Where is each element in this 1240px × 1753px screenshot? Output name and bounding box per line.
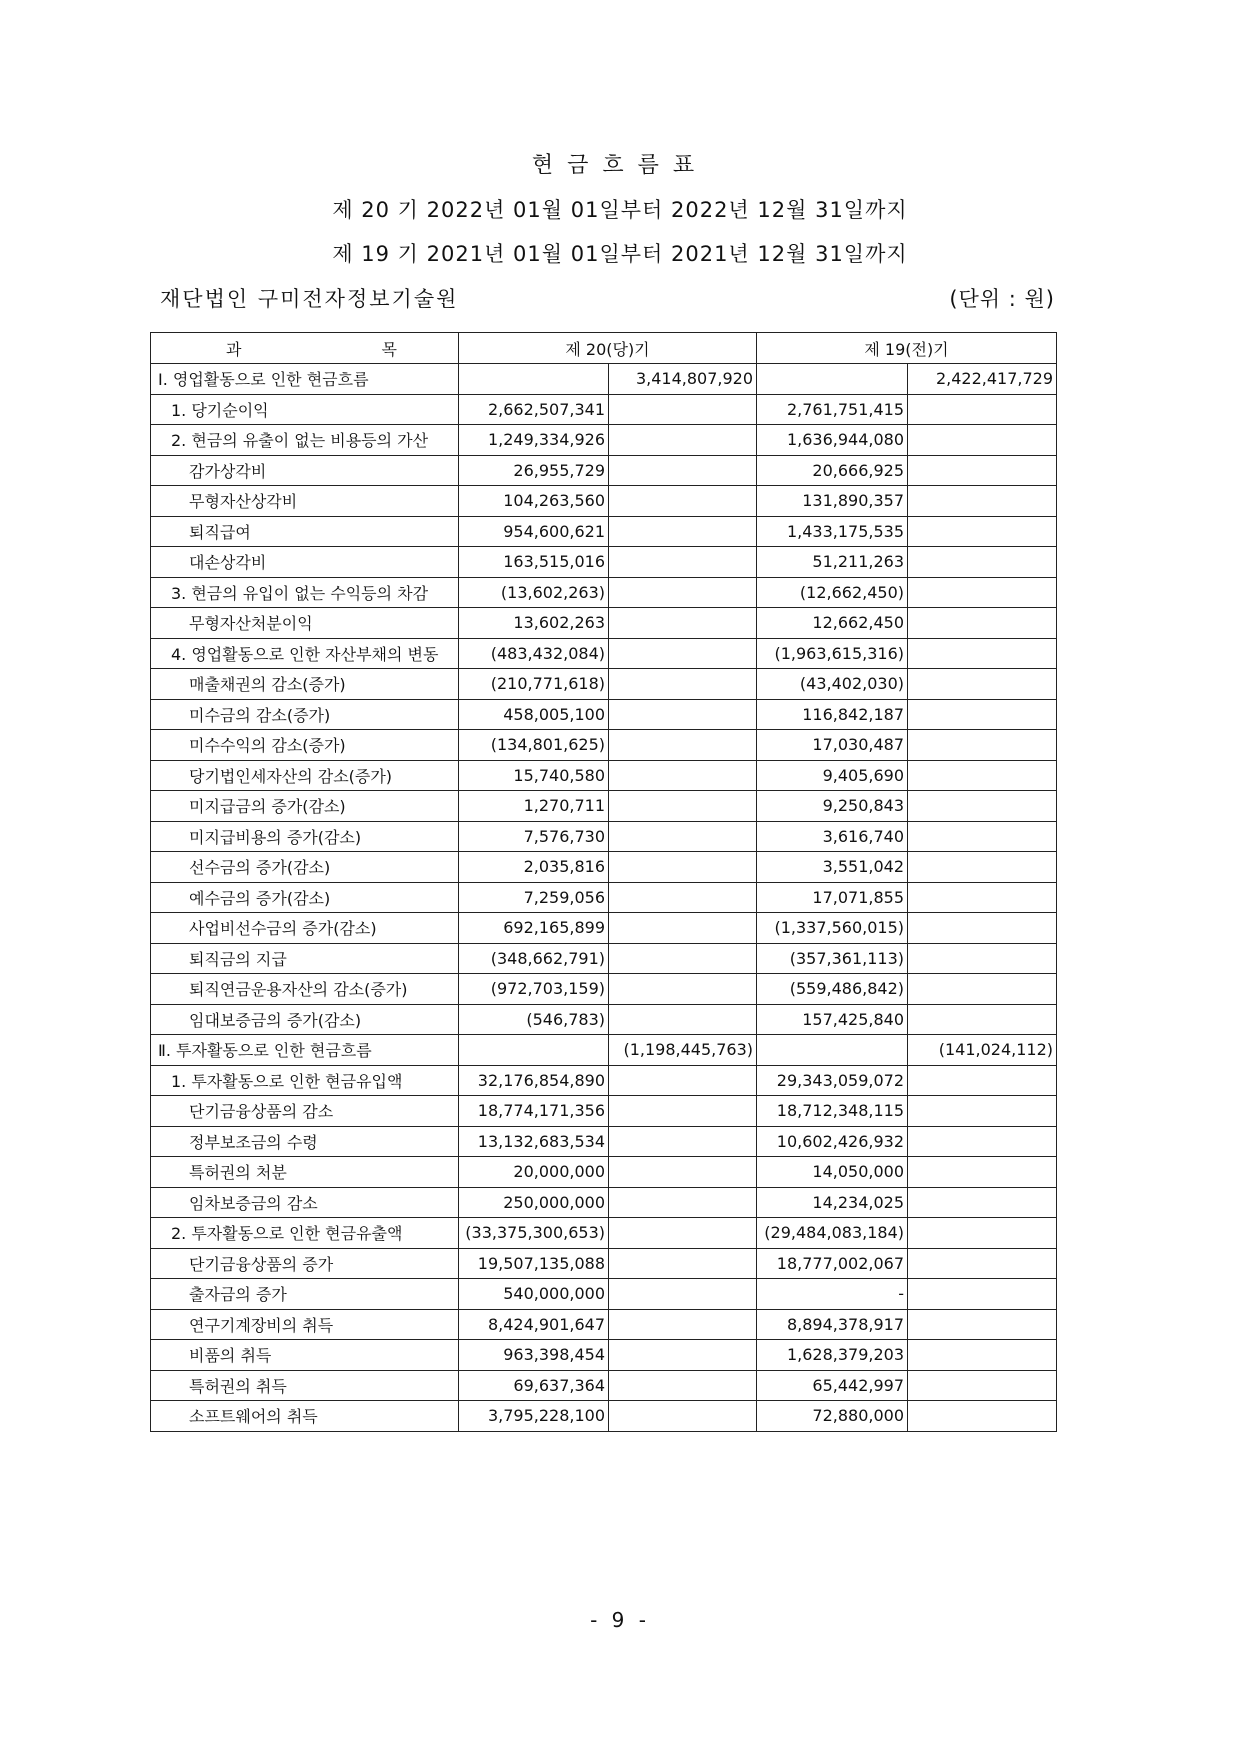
prior-total-cell — [908, 913, 1057, 944]
current-total-cell — [609, 730, 757, 761]
current-detail-cell: 963,398,454 — [459, 1340, 609, 1371]
prior-detail-cell: 157,425,840 — [757, 1004, 908, 1035]
current-detail-cell: (546,783) — [459, 1004, 609, 1035]
current-total-cell — [609, 1157, 757, 1188]
table-row — [151, 1157, 1057, 1188]
table-row — [151, 577, 1057, 608]
prior-detail-cell: 20,666,925 — [757, 455, 908, 486]
prior-total-cell — [908, 974, 1057, 1005]
current-total-cell — [609, 1187, 757, 1218]
prior-total-cell — [908, 1279, 1057, 1310]
current-detail-cell: 18,774,171,356 — [459, 1096, 609, 1127]
current-detail-cell: 13,132,683,534 — [459, 1126, 609, 1157]
prior-detail-cell: (1,963,615,316) — [757, 638, 908, 669]
row-label: 특허권의 처분 — [151, 1157, 459, 1188]
current-detail-cell: 7,576,730 — [459, 821, 609, 852]
table-row — [151, 913, 1057, 944]
table-row — [151, 394, 1057, 425]
prior-detail-cell: 9,405,690 — [757, 760, 908, 791]
period-prior: 제 19 기 2021년 01월 01일부터 2021년 12월 31일까지 — [332, 242, 908, 266]
prior-total-cell — [908, 1248, 1057, 1279]
current-total-cell — [609, 486, 757, 517]
prior-detail-cell: (43,402,030) — [757, 669, 908, 700]
current-total-cell — [609, 1340, 757, 1371]
prior-total-cell — [908, 821, 1057, 852]
prior-total-cell — [908, 699, 1057, 730]
current-total-cell: 3,414,807,920 — [609, 364, 757, 395]
current-detail-cell: 8,424,901,647 — [459, 1309, 609, 1340]
table-row — [151, 1218, 1057, 1249]
table-header-row — [151, 333, 1057, 364]
prior-total-cell: 2,422,417,729 — [908, 364, 1057, 395]
current-detail-cell: 1,270,711 — [459, 791, 609, 822]
period-current: 제 20 기 2022년 01월 01일부터 2022년 12월 31일까지 — [332, 198, 908, 222]
row-label: 1. 당기순이익 — [151, 394, 459, 425]
current-total-cell — [609, 577, 757, 608]
row-label: 대손상각비 — [151, 547, 459, 578]
row-label: 비품의 취득 — [151, 1340, 459, 1371]
prior-detail-cell: (29,484,083,184) — [757, 1218, 908, 1249]
prior-total-cell — [908, 1065, 1057, 1096]
prior-detail-cell: 3,551,042 — [757, 852, 908, 883]
current-detail-cell: (134,801,625) — [459, 730, 609, 761]
prior-detail-cell: 8,894,378,917 — [757, 1309, 908, 1340]
prior-total-cell — [908, 1309, 1057, 1340]
prior-total-cell — [908, 547, 1057, 578]
prior-detail-cell: 12,662,450 — [757, 608, 908, 639]
row-label: 2. 투자활동으로 인한 현금유출액 — [151, 1218, 459, 1249]
row-label: 단기금융상품의 증가 — [151, 1248, 459, 1279]
current-detail-cell: 69,637,364 — [459, 1370, 609, 1401]
current-total-cell — [609, 1309, 757, 1340]
prior-total-cell — [908, 486, 1057, 517]
prior-total-cell — [908, 943, 1057, 974]
row-label: 퇴직급여 — [151, 516, 459, 547]
current-total-cell — [609, 1401, 757, 1432]
prior-detail-cell: 18,777,002,067 — [757, 1248, 908, 1279]
prior-total-cell: (141,024,112) — [908, 1035, 1057, 1066]
table-row — [151, 364, 1057, 395]
row-label: 사업비선수금의 증가(감소) — [151, 913, 459, 944]
table-row — [151, 1065, 1057, 1096]
unit-label: (단위 : 원) — [949, 287, 1055, 311]
row-label: 출자금의 증가 — [151, 1279, 459, 1310]
current-total-cell — [609, 608, 757, 639]
prior-detail-cell: 14,050,000 — [757, 1157, 908, 1188]
current-detail-cell: 32,176,854,890 — [459, 1065, 609, 1096]
header-item-a: 과 — [226, 339, 242, 359]
prior-total-cell — [908, 669, 1057, 700]
current-detail-cell: 250,000,000 — [459, 1187, 609, 1218]
current-total-cell — [609, 791, 757, 822]
prior-total-cell — [908, 1340, 1057, 1371]
row-label: 미지급금의 증가(감소) — [151, 791, 459, 822]
prior-total-cell — [908, 1187, 1057, 1218]
row-label: 소프트웨어의 취득 — [151, 1401, 459, 1432]
row-label: Ⅰ. 영업활동으로 인한 현금흐름 — [151, 364, 459, 395]
table-row — [151, 516, 1057, 547]
table-row — [151, 974, 1057, 1005]
prior-total-cell — [908, 1401, 1057, 1432]
current-total-cell — [609, 1218, 757, 1249]
table-row — [151, 760, 1057, 791]
table-row — [151, 1340, 1057, 1371]
row-label: 예수금의 증가(감소) — [151, 882, 459, 913]
prior-detail-cell: 29,343,059,072 — [757, 1065, 908, 1096]
prior-detail-cell: 9,250,843 — [757, 791, 908, 822]
row-label: 정부보조금의 수령 — [151, 1126, 459, 1157]
current-detail-cell: 7,259,056 — [459, 882, 609, 913]
prior-total-cell — [908, 1370, 1057, 1401]
current-detail-cell: (972,703,159) — [459, 974, 609, 1005]
page-number: - 9 - — [590, 1608, 650, 1632]
current-detail-cell: (13,602,263) — [459, 577, 609, 608]
document-title: 현금흐름표 — [531, 153, 709, 178]
current-total-cell — [609, 547, 757, 578]
table-row — [151, 1309, 1057, 1340]
table-row — [151, 638, 1057, 669]
table-row — [151, 821, 1057, 852]
current-total-cell — [609, 638, 757, 669]
prior-total-cell — [908, 791, 1057, 822]
current-total-cell — [609, 699, 757, 730]
current-total-cell — [609, 974, 757, 1005]
prior-detail-cell: (1,337,560,015) — [757, 913, 908, 944]
header-prior-period: 제 19(전)기 — [757, 333, 1057, 364]
table-row — [151, 882, 1057, 913]
current-detail-cell: 20,000,000 — [459, 1157, 609, 1188]
prior-total-cell — [908, 760, 1057, 791]
current-total-cell — [609, 1370, 757, 1401]
prior-detail-cell: 14,234,025 — [757, 1187, 908, 1218]
current-detail-cell: (483,432,084) — [459, 638, 609, 669]
prior-detail-cell: 3,616,740 — [757, 821, 908, 852]
current-total-cell — [609, 455, 757, 486]
current-total-cell — [609, 1279, 757, 1310]
table-row — [151, 486, 1057, 517]
table-row — [151, 943, 1057, 974]
table-row — [151, 1187, 1057, 1218]
prior-total-cell — [908, 882, 1057, 913]
current-detail-cell: 163,515,016 — [459, 547, 609, 578]
current-total-cell — [609, 425, 757, 456]
row-label: 감가상각비 — [151, 455, 459, 486]
current-total-cell — [609, 394, 757, 425]
current-detail-cell: 3,795,228,100 — [459, 1401, 609, 1432]
table-row — [151, 425, 1057, 456]
current-total-cell — [609, 1126, 757, 1157]
prior-detail-cell: 51,211,263 — [757, 547, 908, 578]
table-row — [151, 1004, 1057, 1035]
current-detail-cell: 1,249,334,926 — [459, 425, 609, 456]
prior-total-cell — [908, 1004, 1057, 1035]
current-detail-cell: 15,740,580 — [459, 760, 609, 791]
prior-detail-cell: 1,628,379,203 — [757, 1340, 908, 1371]
prior-total-cell — [908, 852, 1057, 883]
row-label: 무형자산상각비 — [151, 486, 459, 517]
prior-total-cell — [908, 455, 1057, 486]
current-detail-cell: (33,375,300,653) — [459, 1218, 609, 1249]
current-detail-cell: (210,771,618) — [459, 669, 609, 700]
current-total-cell — [609, 516, 757, 547]
table-row — [151, 852, 1057, 883]
row-label: 임대보증금의 증가(감소) — [151, 1004, 459, 1035]
row-label: 매출채권의 감소(증가) — [151, 669, 459, 700]
prior-total-cell — [908, 638, 1057, 669]
current-detail-cell: (348,662,791) — [459, 943, 609, 974]
row-label: 미수수익의 감소(증가) — [151, 730, 459, 761]
row-label: 무형자산처분이익 — [151, 608, 459, 639]
prior-detail-cell: (357,361,113) — [757, 943, 908, 974]
current-detail-cell: 26,955,729 — [459, 455, 609, 486]
prior-total-cell — [908, 1096, 1057, 1127]
prior-detail-cell — [757, 364, 908, 395]
table-row — [151, 455, 1057, 486]
cash-flow-table — [150, 332, 1057, 1432]
current-detail-cell: 540,000,000 — [459, 1279, 609, 1310]
organization-name: 재단법인 구미전자정보기술원 — [160, 287, 459, 311]
prior-total-cell — [908, 394, 1057, 425]
prior-detail-cell: 17,071,855 — [757, 882, 908, 913]
table-body — [151, 364, 1057, 1432]
table-row — [151, 1126, 1057, 1157]
prior-total-cell — [908, 608, 1057, 639]
header-current-period: 제 20(당)기 — [459, 333, 757, 364]
prior-detail-cell: 72,880,000 — [757, 1401, 908, 1432]
current-total-cell — [609, 669, 757, 700]
current-total-cell — [609, 882, 757, 913]
table-row — [151, 669, 1057, 700]
prior-detail-cell: (559,486,842) — [757, 974, 908, 1005]
row-label: 4. 영업활동으로 인한 자산부채의 변동 — [151, 638, 459, 669]
current-total-cell — [609, 1248, 757, 1279]
prior-detail-cell — [757, 1035, 908, 1066]
prior-total-cell — [908, 425, 1057, 456]
table-row — [151, 1035, 1057, 1066]
current-detail-cell: 104,263,560 — [459, 486, 609, 517]
prior-detail-cell: 17,030,487 — [757, 730, 908, 761]
row-label: 퇴직금의 지급 — [151, 943, 459, 974]
current-total-cell — [609, 760, 757, 791]
prior-total-cell — [908, 730, 1057, 761]
row-label: 단기금융상품의 감소 — [151, 1096, 459, 1127]
current-total-cell — [609, 943, 757, 974]
prior-detail-cell: 2,761,751,415 — [757, 394, 908, 425]
current-detail-cell: 13,602,263 — [459, 608, 609, 639]
table-row — [151, 699, 1057, 730]
prior-detail-cell: (12,662,450) — [757, 577, 908, 608]
table-row — [151, 1248, 1057, 1279]
table-row — [151, 730, 1057, 761]
current-detail-cell: 19,507,135,088 — [459, 1248, 609, 1279]
current-detail-cell: 2,662,507,341 — [459, 394, 609, 425]
table-row — [151, 547, 1057, 578]
current-total-cell — [609, 821, 757, 852]
row-label: 2. 현금의 유출이 없는 비용등의 가산 — [151, 425, 459, 456]
current-total-cell — [609, 1065, 757, 1096]
prior-total-cell — [908, 516, 1057, 547]
row-label: 연구기계장비의 취득 — [151, 1309, 459, 1340]
row-label: 1. 투자활동으로 인한 현금유입액 — [151, 1065, 459, 1096]
table-row — [151, 1279, 1057, 1310]
prior-detail-cell: - — [757, 1279, 908, 1310]
prior-detail-cell: 18,712,348,115 — [757, 1096, 908, 1127]
current-total-cell: (1,198,445,763) — [609, 1035, 757, 1066]
prior-total-cell — [908, 1126, 1057, 1157]
table-row — [151, 791, 1057, 822]
current-total-cell — [609, 913, 757, 944]
row-label: 선수금의 증가(감소) — [151, 852, 459, 883]
current-detail-cell — [459, 364, 609, 395]
prior-total-cell — [908, 1157, 1057, 1188]
row-label: 3. 현금의 유입이 없는 수익등의 차감 — [151, 577, 459, 608]
table-row — [151, 1096, 1057, 1127]
row-label: 특허권의 취득 — [151, 1370, 459, 1401]
row-label: 미수금의 감소(증가) — [151, 699, 459, 730]
prior-total-cell — [908, 577, 1057, 608]
current-total-cell — [609, 852, 757, 883]
row-label: 퇴직연금운용자산의 감소(증가) — [151, 974, 459, 1005]
prior-detail-cell: 116,842,187 — [757, 699, 908, 730]
current-detail-cell: 2,035,816 — [459, 852, 609, 883]
prior-detail-cell: 10,602,426,932 — [757, 1126, 908, 1157]
row-label: 미지급비용의 증가(감소) — [151, 821, 459, 852]
header-item — [151, 333, 459, 364]
table-row — [151, 608, 1057, 639]
current-total-cell — [609, 1096, 757, 1127]
current-detail-cell — [459, 1035, 609, 1066]
row-label: 당기법인세자산의 감소(증가) — [151, 760, 459, 791]
prior-detail-cell: 65,442,997 — [757, 1370, 908, 1401]
prior-detail-cell: 1,636,944,080 — [757, 425, 908, 456]
header-item-b: 목 — [381, 339, 397, 359]
prior-total-cell — [908, 1218, 1057, 1249]
current-detail-cell: 954,600,621 — [459, 516, 609, 547]
prior-detail-cell: 1,433,175,535 — [757, 516, 908, 547]
current-detail-cell: 692,165,899 — [459, 913, 609, 944]
table-row — [151, 1370, 1057, 1401]
row-label: Ⅱ. 투자활동으로 인한 현금흐름 — [151, 1035, 459, 1066]
current-total-cell — [609, 1004, 757, 1035]
row-label: 임차보증금의 감소 — [151, 1187, 459, 1218]
current-detail-cell: 458,005,100 — [459, 699, 609, 730]
prior-detail-cell: 131,890,357 — [757, 486, 908, 517]
table-row — [151, 1401, 1057, 1432]
